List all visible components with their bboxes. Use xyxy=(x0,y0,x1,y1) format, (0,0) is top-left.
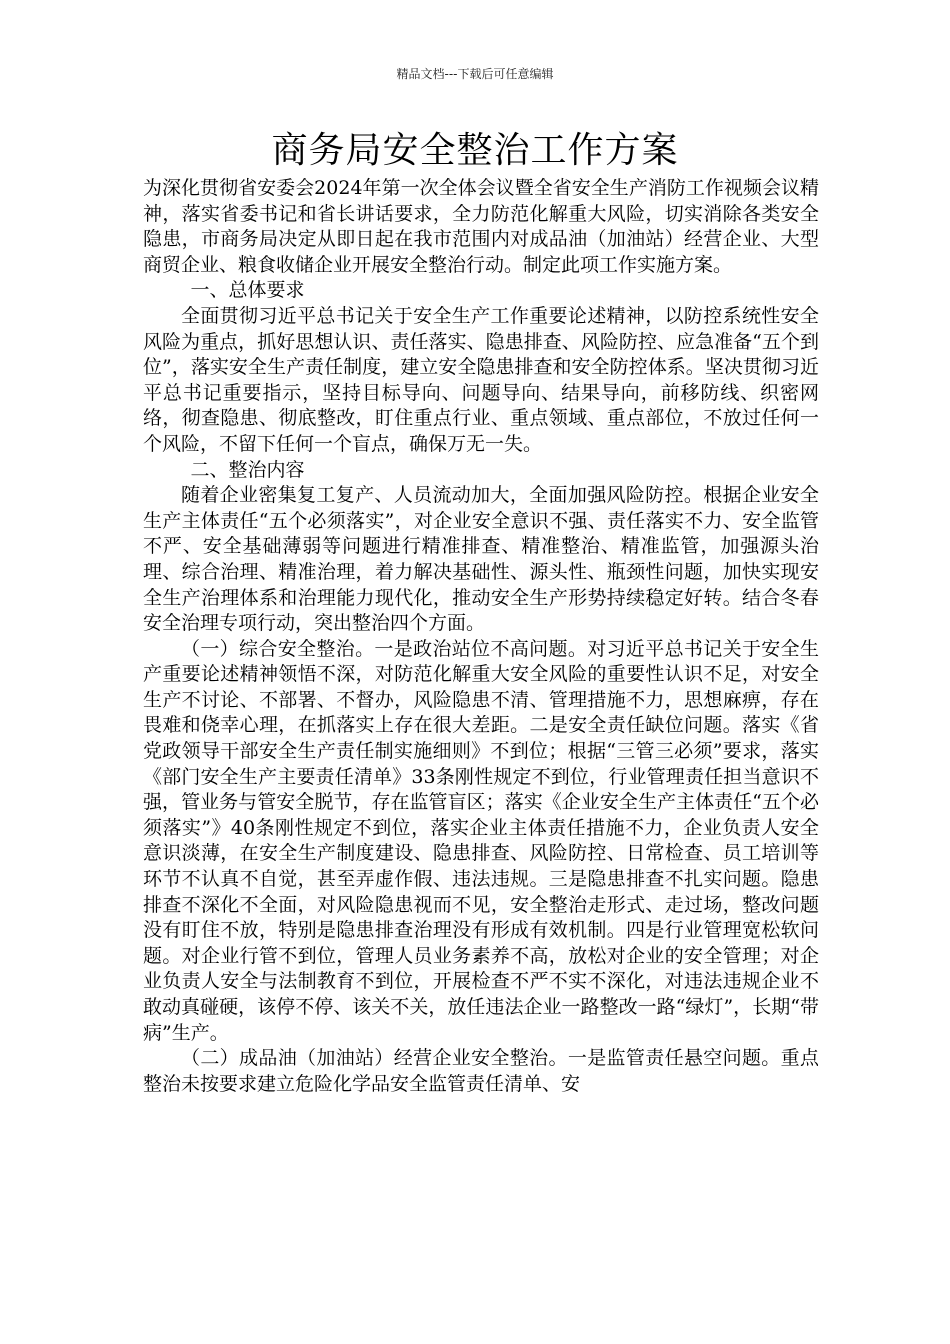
paragraph-refined-oil-safety: （二）成品油（加油站）经营企业安全整治。一是监管责任悬空问题。重点整治未按要求建立危险化学品安全监管责任清单、安 xyxy=(143,1047,819,1095)
section-heading-rectification-content: 二、整治内容 xyxy=(190,458,305,481)
intro-paragraph: 为深化贯彻省安委会2024年第一次全体会议暨全省安全生产消防工作视频会议精神，落实省委书记和省长讲话要求，全力防范化解重大风险，切实消除各类安全隐患，市商务局决定从即日起在我市范围内对成品油（加油站）经营企业、大型商贸企业、粮食收储企业开展安全整治行动。制定此项工作实施方案。 xyxy=(143,177,819,276)
header-note: 精品文档---下载后可任意编辑 xyxy=(396,67,554,81)
document-body xyxy=(143,176,819,1097)
paragraph-general-requirements: 全面贯彻习近平总书记关于安全生产工作重要论述精神，以防控系统性安全风险为重点，抓好思想认识、责任落实、隐患排查、风险防控、应急准备“五个到位”，落实安全生产责任制度，建立安全隐患排查和安全防控体系。坚决贯彻习近平总书记重要指示，坚持目标导向、问题导向、结果导向，前移防线、织密网络，彻查隐患、彻底整改，盯住重点行业、重点领域、重点部位，不放过任何一个风险，不留下任何一个盲点，确保万无一失。 xyxy=(143,304,819,455)
paragraph-rectification-content: 随着企业密集复工复产、人员流动加大，全面加强风险防控。根据企业安全生产主体责任“五个必须落实”，对企业安全意识不强、责任落实不力、安全监管不严、安全基础薄弱等问题进行精准排查、精准整治、精准监管，加强源头治理、综合治理、精准治理，着力解决基础性、源头性、瓶颈性问题，加快实现安全生产治理体系和治理能力现代化，推动安全生产形势持续稳定好转。结合冬春安全治理专项行动，突出整治四个方面。 xyxy=(143,484,819,635)
section-heading-general-requirements: 一、总体要求 xyxy=(190,279,305,302)
paragraph-comprehensive-safety: （一）综合安全整治。一是政治站位不高问题。对习近平总书记关于安全生产重要论述精神领悟不深，对防范化解重大安全风险的重要性认识不足，对安全生产不讨论、不部署、不督办，风险隐患不清、管理措施不力，思想麻痹，存在畏难和侥幸心理，在抓落实上存在很大差距。二是安全责任缺位问题。落实《省党政领导干部安全生产责任制实施细则》不到位；根据“三管三必须”要求，落实《部门安全生产主要责任清单》33条刚性规定不到位，行业管理责任担当意识不强，管业务与管安全脱节，存在监管盲区；落实《企业安全生产主体责任“五个必须落实”》40条刚性规定不到位，落实企业主体责任措施不力，企业负责人安全意识淡薄，在安全生产制度建设、隐患排查、风险防控、日常检查、员工培训等环节不认真不自觉，甚至弄虚作假、违法违规。三是隐患排查不扎实问题。隐患排查不深化不全面，对风险隐患视而不见，安全整治走形式、走过场，整改问题没有盯住不放，特别是隐患排查治理没有形成有效机制。四是行业管理宽松软问题。对企业行管不到位，管理人员业务素养不高，放松对企业的安全管理；对企业负责人安全与法制教育不到位，开展检查不严不实不深化，对违法违规企业不敢动真碰硬，该停不停、该关不关，放任违法企业一路整改一路“绿灯”，长期“带病”生产。 xyxy=(143,637,819,1044)
document-title: 商务局安全整治工作方案 xyxy=(271,130,679,171)
